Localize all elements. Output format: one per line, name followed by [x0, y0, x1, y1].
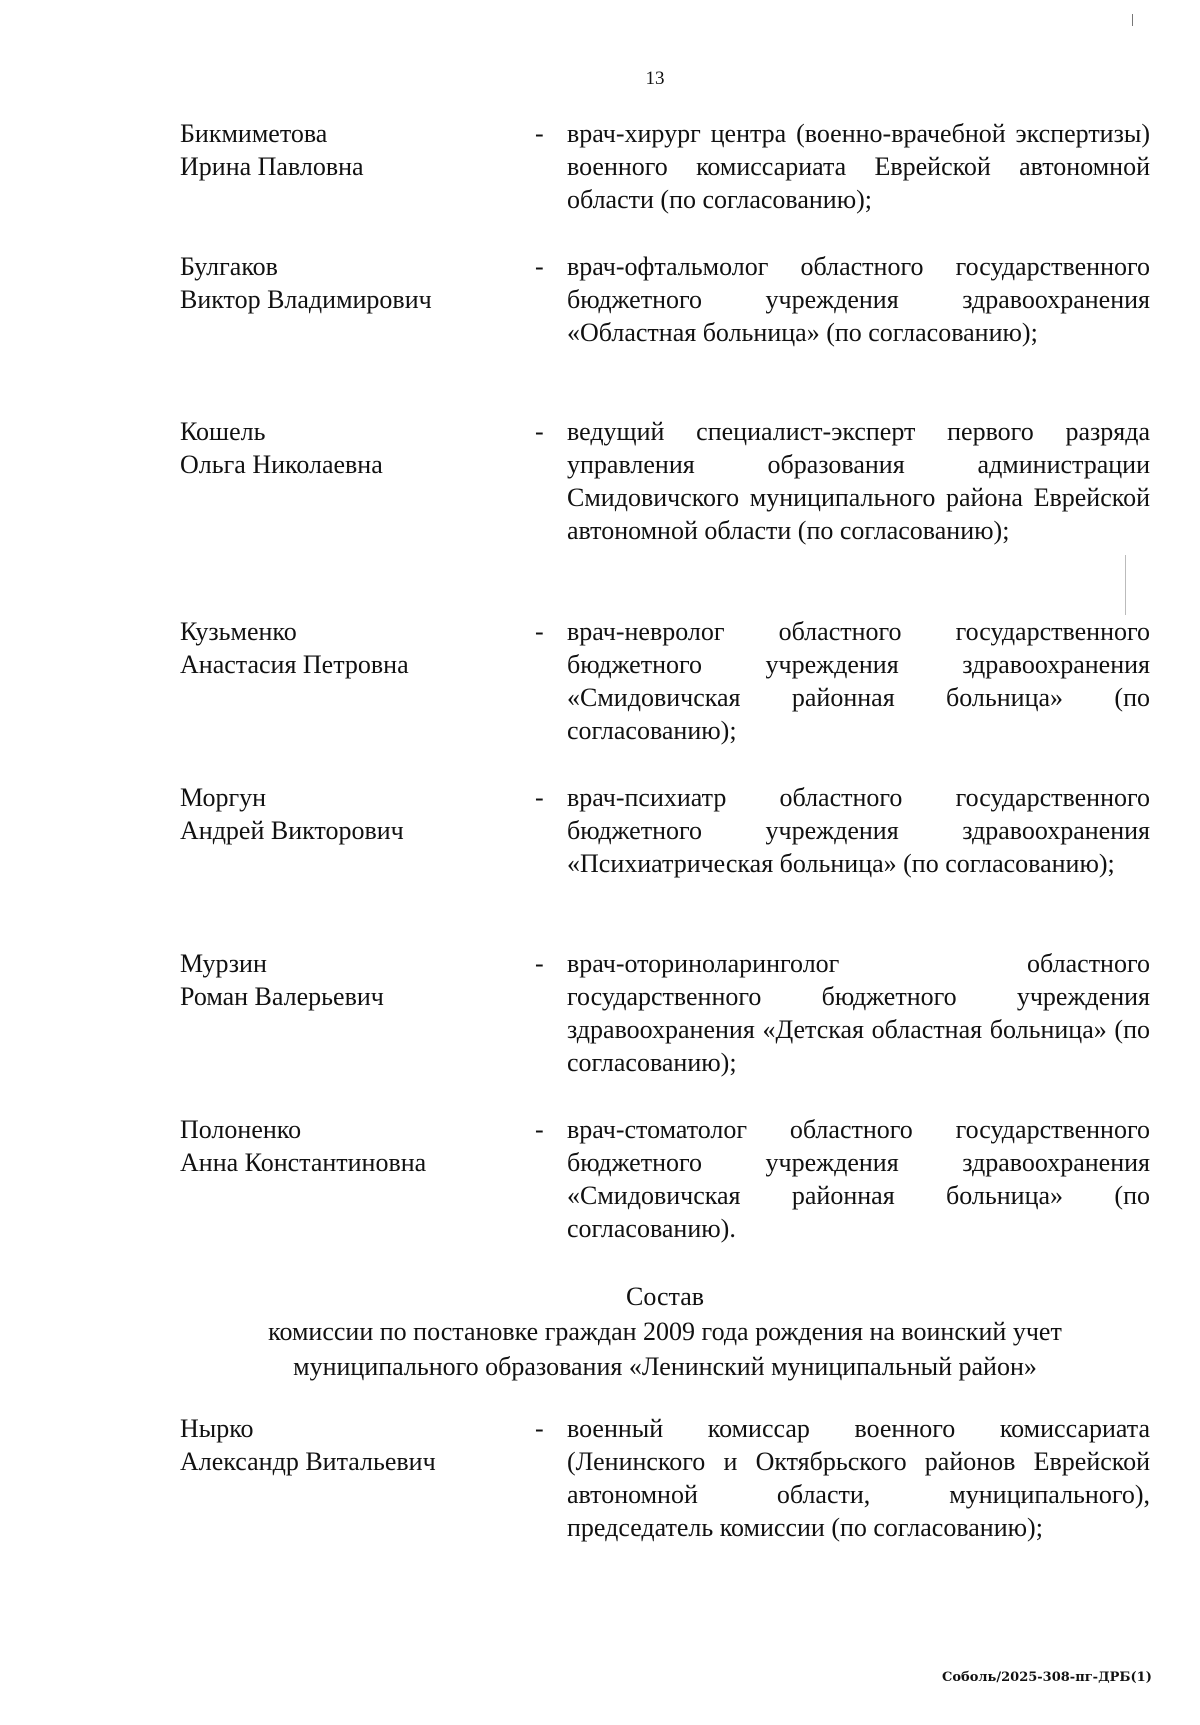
section-heading: [180, 1279, 1150, 1384]
member-name: [180, 947, 520, 1013]
member-name: [180, 1113, 520, 1179]
dash: -: [535, 1414, 544, 1443]
dash: -: [535, 119, 544, 148]
member-given-name: Роман Валерьевич: [180, 982, 384, 1011]
member-name: [180, 781, 520, 847]
section-subtitle-line1: комиссии по постановке граждан 2009 года рождения на воинский учет: [268, 1317, 1062, 1346]
document-code: Соболь/2025-308-пг-ДРБ(1): [942, 1670, 1152, 1685]
member-given-name: Александр Витальевич: [180, 1447, 436, 1476]
member-surname: Бикмиметова: [180, 119, 328, 148]
member-given-name: Ольга Николаевна: [180, 450, 383, 479]
member-role: врач-оториноларинголог областного государственного бюджетного учреждения здравоохранения «Детская областная больница» (по согласованию);: [567, 949, 1150, 1077]
dash: -: [535, 783, 544, 812]
member-role: врач-стоматолог областного государственного бюджетного учреждения здравоохранения «Смидовичская районная больница» (по согласованию).: [567, 1115, 1150, 1243]
dash: -: [535, 417, 544, 446]
member-role: врач-невролог областного государственного бюджетного учреждения здравоохранения «Смидовичская районная больница» (по согласованию);: [567, 617, 1150, 745]
member-surname: Моргун: [180, 783, 267, 812]
section-subtitle-line2: муниципального образования «Ленинский муниципальный район»: [293, 1352, 1037, 1381]
member-given-name: Анна Константиновна: [180, 1148, 427, 1177]
member-name: [180, 1412, 520, 1478]
member-surname: Кузьменко: [180, 617, 297, 646]
dash: -: [535, 1115, 544, 1144]
dash: -: [535, 617, 544, 646]
member-name: [180, 117, 520, 183]
member-role: врач-офтальмолог областного государственного бюджетного учреждения здравоохранения «Областная больница» (по согласованию);: [567, 252, 1150, 347]
member-role: ведущий специалист-эксперт первого разряда управления образования администрации Смидовичского муниципального района Еврейской автономной области (по согласованию);: [567, 417, 1150, 545]
scan-artifact: [1132, 14, 1133, 26]
member-surname: Мурзин: [180, 949, 267, 978]
page-number: 13: [645, 68, 665, 89]
member-surname: Нырко: [180, 1414, 254, 1443]
dash: -: [535, 252, 544, 281]
member-given-name: Ирина Павловна: [180, 152, 364, 181]
dash: -: [535, 949, 544, 978]
member-name: [180, 615, 520, 681]
member-role: врач-психиатр областного государственного бюджетного учреждения здравоохранения «Психиатрическая больница» (по согласованию);: [567, 783, 1150, 878]
member-name: [180, 250, 520, 316]
member-surname: Полоненко: [180, 1115, 302, 1144]
member-name: [180, 415, 520, 481]
section-title: Состав: [625, 1282, 705, 1311]
member-given-name: Андрей Викторович: [180, 816, 404, 845]
member-role: врач-хирург центра (военно-врачебной экспертизы) военного комиссариата Еврейской автономной области (по согласованию);: [567, 119, 1150, 214]
member-role: военный комиссар военного комиссариата (Ленинского и Октябрьского районов Еврейской автономной области, муниципального), председатель комиссии (по согласованию);: [567, 1414, 1150, 1542]
member-given-name: Виктор Владимирович: [180, 285, 432, 314]
scan-artifact: [1125, 555, 1126, 615]
member-surname: Кошель: [180, 417, 266, 446]
member-given-name: Анастасия Петровна: [180, 650, 409, 679]
member-surname: Булгаков: [180, 252, 278, 281]
